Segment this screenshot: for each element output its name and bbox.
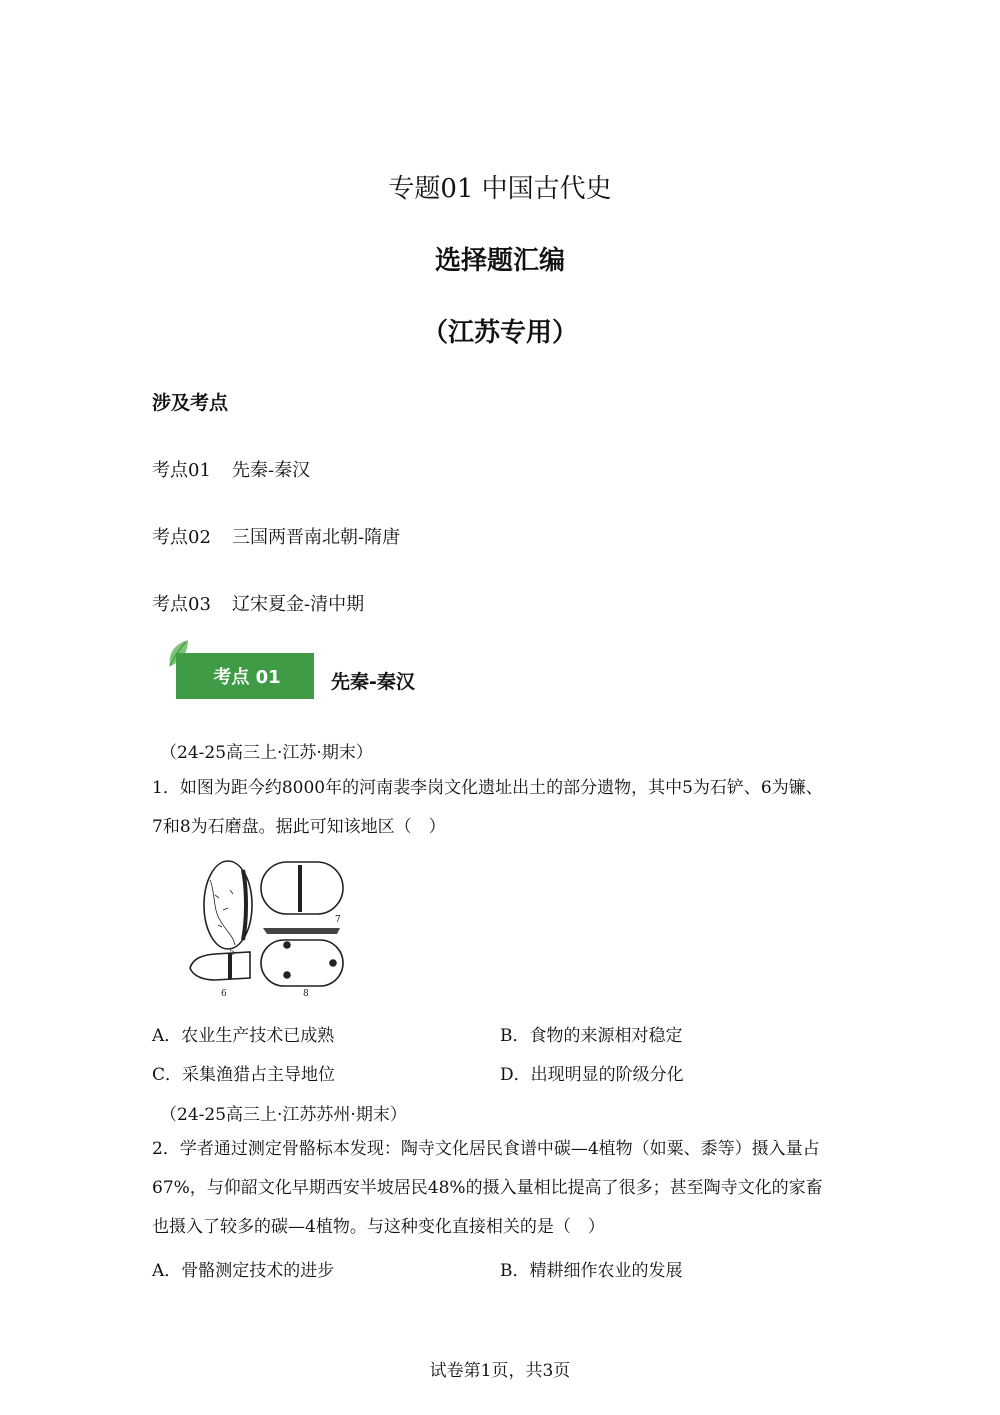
section-title: 先秦-秦汉: [331, 671, 415, 693]
topic-number: 考点01: [152, 460, 211, 481]
document-subtitle: 选择题汇编: [434, 246, 565, 276]
figure-label: 8: [303, 989, 309, 999]
option-b[interactable]: B．精耕细作农业的发展: [500, 1261, 683, 1281]
option-d[interactable]: D．出现明显的阶级分化: [500, 1065, 684, 1085]
section-badge: 考点 01: [176, 653, 314, 699]
question-line: 7和8为石磨盘。据此可知该地区（ ）: [152, 817, 446, 837]
topic-number: 考点02: [152, 527, 211, 548]
question-source: （24-25高三上·江苏苏州·期末）: [160, 1105, 407, 1125]
document-region: （江苏专用）: [421, 318, 578, 348]
artifact-figure: [185, 850, 360, 1000]
figure-label: 5: [229, 948, 235, 958]
option-b[interactable]: B．食物的来源相对稳定: [500, 1026, 683, 1046]
question-line: 67%，与仰韶文化早期西安半坡居民48%的摄入量相比提高了很多；甚至陶寺文化的家畜: [152, 1178, 823, 1198]
question-line: 1．如图为距今约8000年的河南裴李岗文化遗址出土的部分遗物，其中5为石铲、6为镰、: [152, 778, 823, 798]
question-1-text: [152, 769, 852, 847]
topic-name: 先秦-秦汉: [232, 460, 311, 481]
figure-label: 6: [221, 989, 227, 999]
option-c[interactable]: C．采集渔猎占主导地位: [152, 1065, 336, 1085]
option-a[interactable]: A．骨骼测定技术的进步: [152, 1261, 335, 1281]
topic-name: 辽宋夏金-清中期: [232, 594, 365, 615]
question-2-text: [152, 1130, 852, 1247]
option-a[interactable]: A．农业生产技术已成熟: [152, 1026, 335, 1046]
page-footer: 试卷第1页，共3页: [429, 1361, 571, 1381]
topics-heading: 涉及考点: [152, 392, 229, 414]
topic-item: [152, 590, 364, 616]
topic-number: 考点03: [152, 594, 211, 615]
question-line: 2．学者通过测定骨骼标本发现：陶寺文化居民食谱中碳—4植物（如粟、黍等）摄入量占: [152, 1139, 820, 1159]
question-line: 也摄入了较多的碳—4植物。与这种变化直接相关的是（ ）: [152, 1217, 605, 1237]
question-source: （24-25高三上·江苏·期末）: [160, 743, 373, 763]
topic-item: [152, 456, 310, 482]
topic-item: [152, 523, 400, 549]
document-title: 专题01 中国古代史: [388, 174, 612, 204]
topic-name: 三国两晋南北朝-隋唐: [232, 527, 401, 548]
figure-label: 7: [335, 915, 341, 925]
